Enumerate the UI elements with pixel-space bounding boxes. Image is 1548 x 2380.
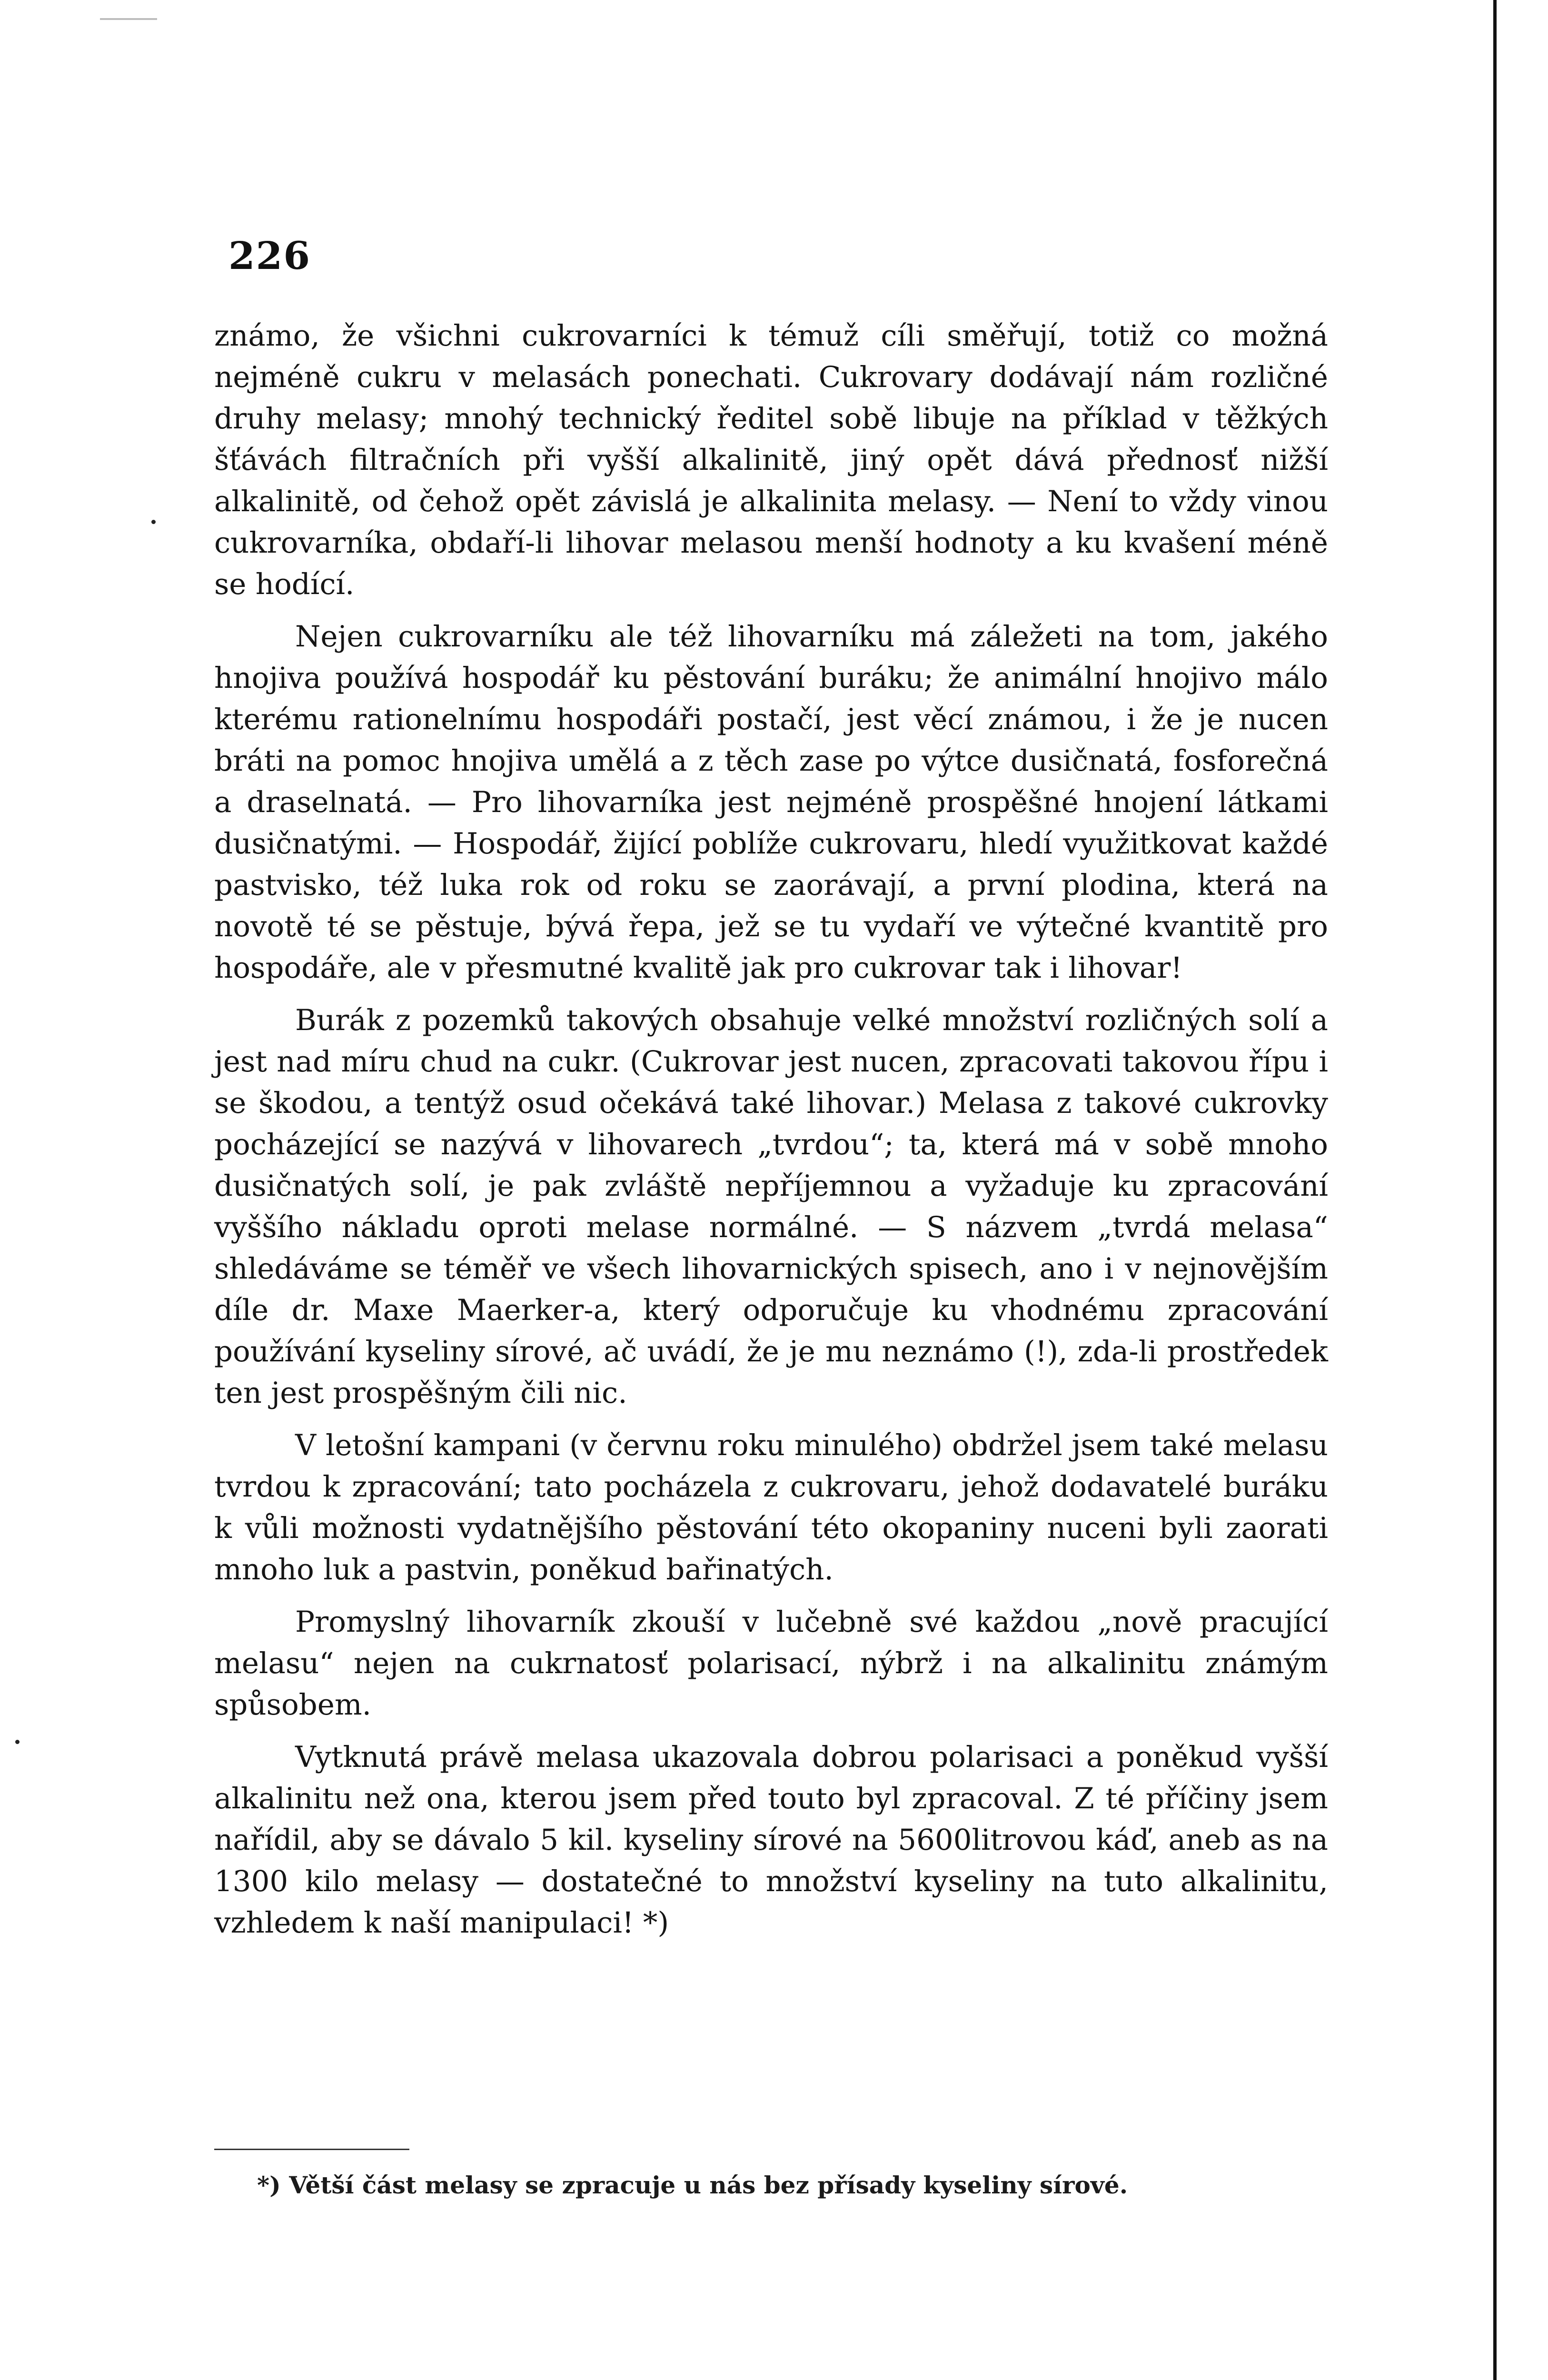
scan-speck: [15, 1740, 20, 1744]
footnote-separator: [214, 2149, 409, 2150]
paragraph-3: Burák z pozemků takových obsahuje velké množství rozličných solí a jest nad míru chud na cukr. (Cukrovar jest nucen, zpracovati takovou řípu i se škodou, a tentýž osud očekává také lihovar.) Melasa z takové cukrovky pocházející se nazývá v lihovarech „tvrdou“; ta, která má v sobě mnoho dusičnatých solí, je pak zvláště nepříjemnou a vyžaduje ku zpracování vyššího nákladu oproti melase normálné. — S názvem „tvrdá melasa“ shledáváme se téměř ve všech lihovarnických spisech, ano i v nejnovějším díle dr. Maxe Maerker-a, který odporučuje ku vhodnému zpracování používání kyseliny sírové, ač uvádí, že je mu neznámo (!), zda-li prostředek ten jest prospěšným čili nic.: [214, 1003, 1328, 1410]
scan-speck: [151, 520, 156, 524]
paragraph-4: V letošní kampani (v červnu roku minulého) obdržel jsem také melasu tvrdou k zpracování; tato pocházela z cukrovaru, jehož dodavatelé buráku k vůli možnosti vydatnějšího pěstování této okopaniny nuceni byli zaorati mnoho luk a pastvin, poněkud bařinatých.: [214, 1428, 1328, 1587]
paragraph-1: známo, že všichni cukrovarníci k témuž cíli směřují, totiž co možná nejméně cukru v melasách ponechati. Cukrovary dodávají nám rozličné druhy melasy; mnohý technický ředitel sobě libuje na příklad v těžkých šťávách filtračních při vyšší alkalinitě, jiný opět dává přednosť nižší alkalinitě, od čehož opět závislá je alkalinita melasy. — Není to vždy vinou cukrovarníka, obdaří-li lihovar melasou menší hodnoty a ku kvašení méně se hodící.: [214, 319, 1328, 601]
footnote: *) Větší část melasy se zpracuje u nás bez přísady kyseliny sírové.: [257, 2171, 1128, 2199]
scan-top-mark: [100, 18, 157, 20]
paragraph-5: Promyslný lihovarník zkouší v lučebně své každou „nově pracující melasu“ nejen na cukrnatosť polarisací, nýbrž i na alkalinitu známým spůsobem.: [214, 1605, 1328, 1722]
body-text: [214, 315, 1328, 1954]
paragraph-2: Nejen cukrovarníku ale též lihovarníku má záležeti na tom, jakého hnojiva používá hospodář ku pěstování buráku; že animální hnojivo málo kterému rationelnímu hospodáři postačí, jest věcí známou, i že je nucen bráti na pomoc hnojiva umělá a z těch zase po výtce dusičnatá, fosforečná a draselnatá. — Pro lihovarníka jest nejméně prospěšné hnojení látkami dusičnatými. — Hospodář, žijící poblíže cukrovaru, hledí využitkovat každé pastvisko, též luka rok od roku se zaorávají, a první plodina, která na novotě té se pěstuje, bývá řepa, jež se tu vydaří ve výtečné kvantitě pro hospodáře, ale v přesmutné kvalitě jak pro cukrovar tak i lihovar!: [214, 620, 1328, 985]
page-edge-line: [1493, 0, 1497, 2380]
paragraph-6: Vytknutá právě melasa ukazovala dobrou polarisaci a poněkud vyšší alkalinitu než ona, kterou jsem před touto byl zpracoval. Z té příčiny jsem nařídil, aby se dávalo 5 kil. kyseliny sírové na 5600litrovou káď, aneb as na 1300 kilo melasy — dostatečné to množství kyseliny na tuto alkalinitu, vzhledem k naší manipulaci! *): [214, 1740, 1328, 1940]
page-number: 226: [228, 233, 311, 278]
